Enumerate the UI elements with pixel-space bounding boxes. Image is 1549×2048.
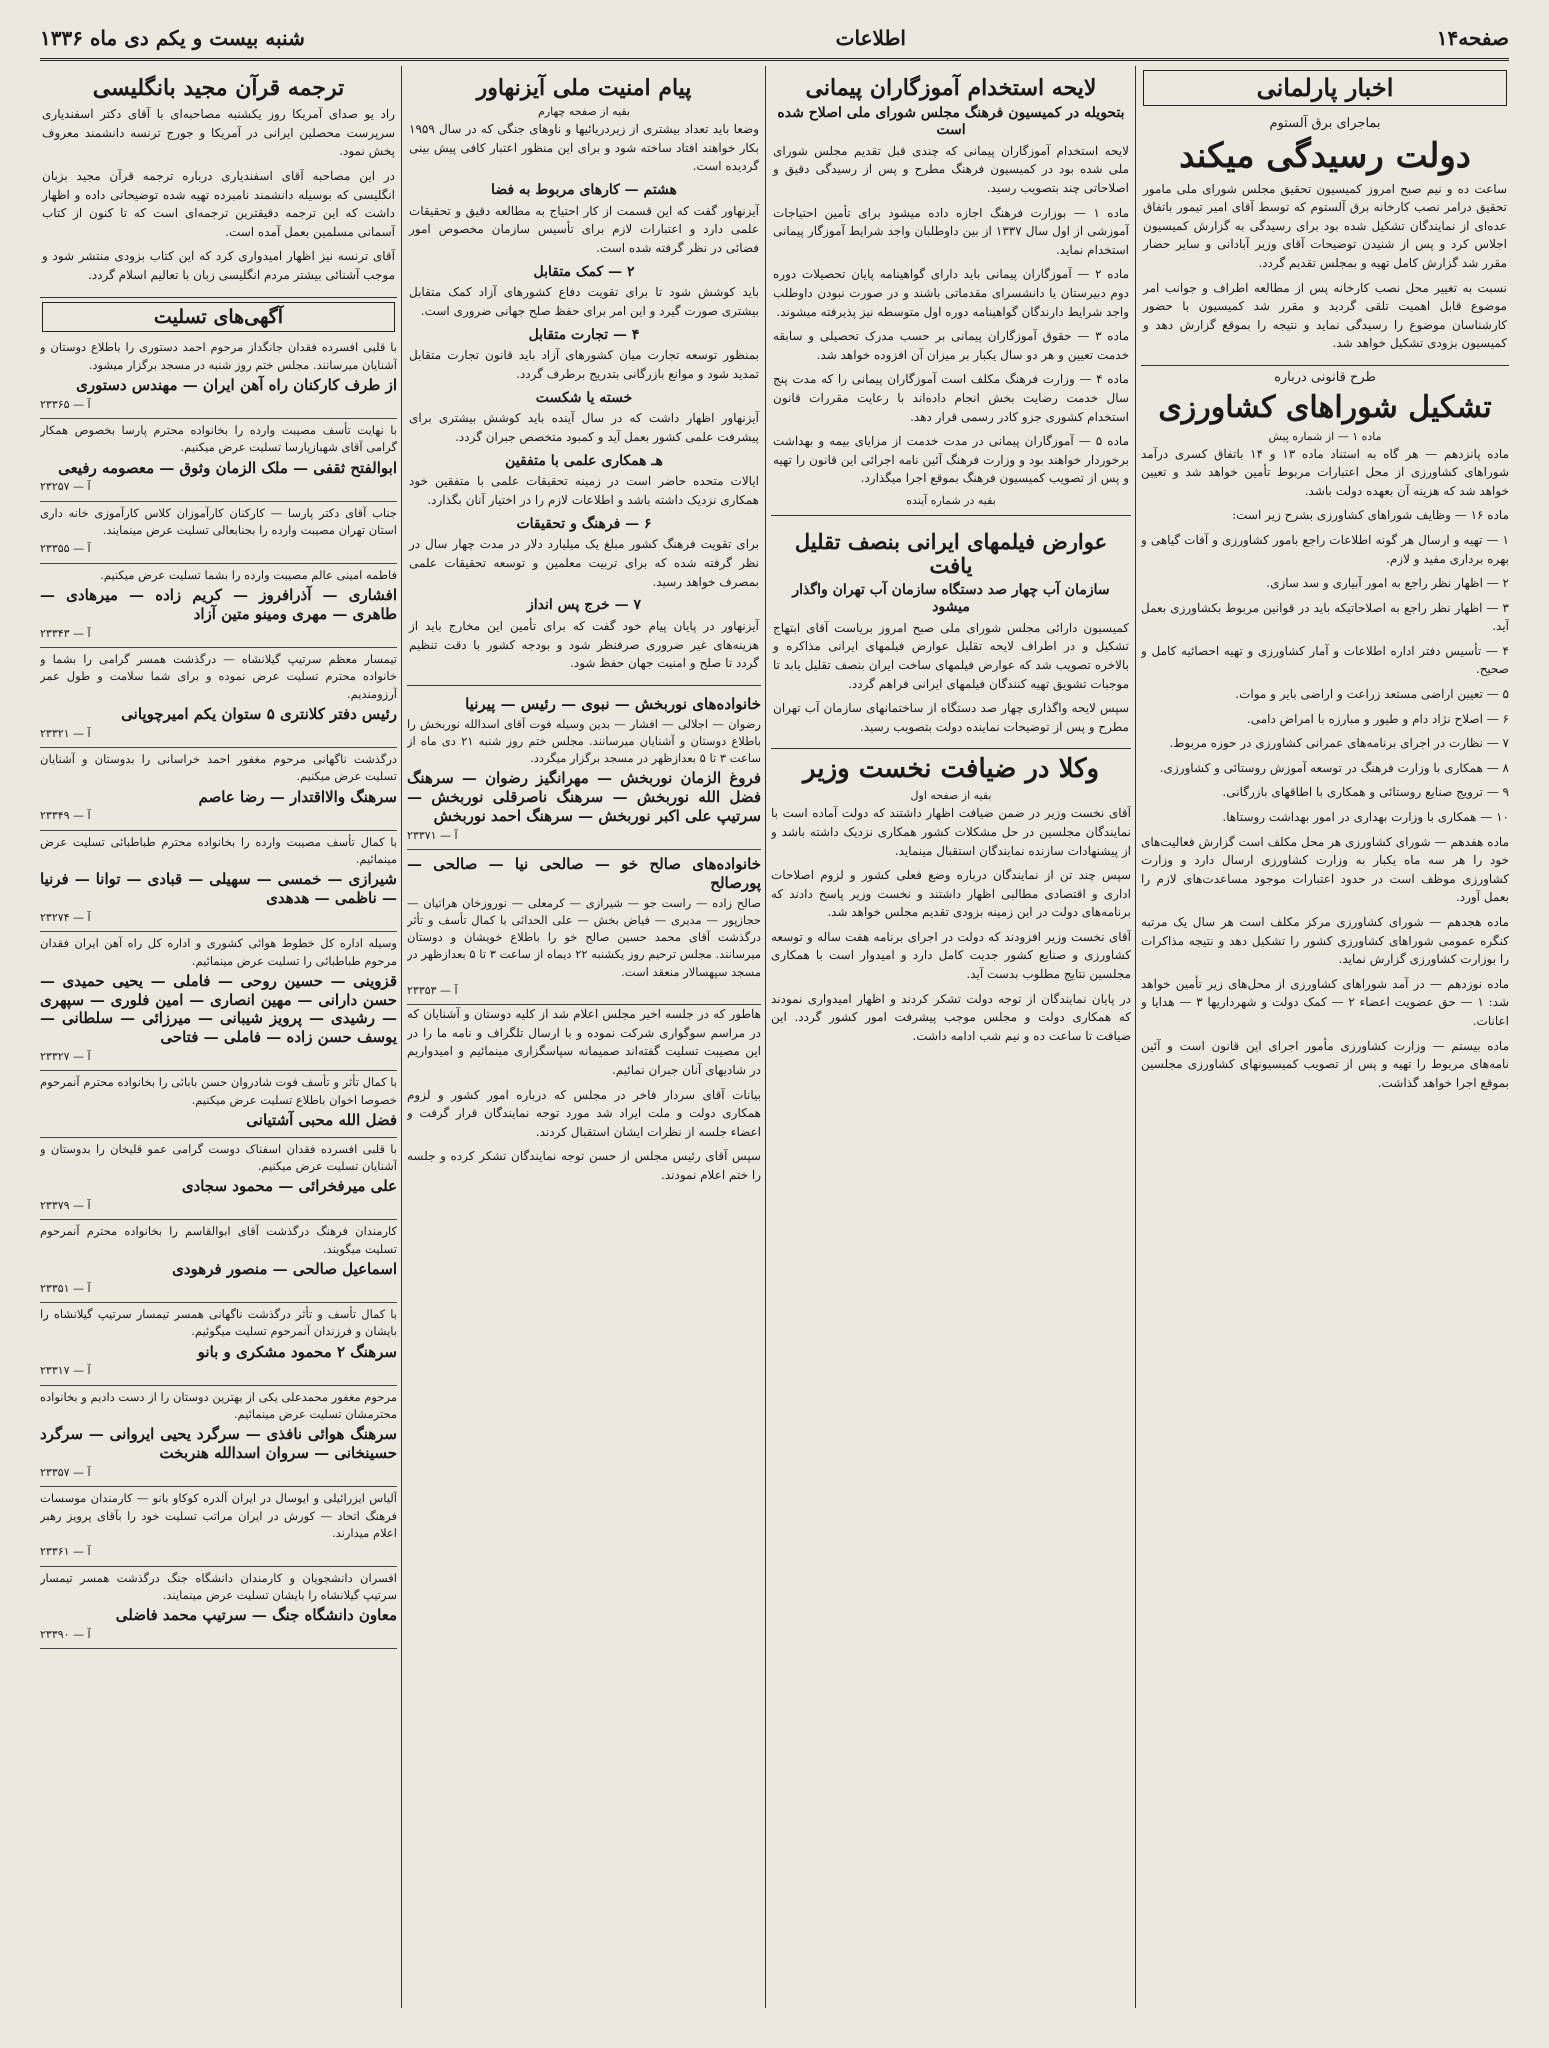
section-title: اخبار پارلمانی	[1143, 70, 1507, 106]
section-subheading: هـ همکاری علمی با متفقین	[505, 452, 663, 469]
list-item: ۷ — نظارت در اجرای برنامه‌های عمرانی کشاورزی در حوزه مربوط.	[1169, 736, 1509, 751]
article-paragraph: سپس چند تن از نمایندگان درباره وضع فعلی کشور و لزوم اصلاحات اداری و اقتصادی مطالبی اظهار داشتند و نخست وزیر پاسخ دادند که برنامه‌های دولت در این زمینه بزودی تقدیم مجلس خواهد شد.	[771, 868, 1131, 920]
list-item: ۲ — اظهار نظر راجع به امور آبیاری و سد سازی.	[1266, 576, 1509, 591]
notice-text: وسیله اداره کل خطوط هوائی کشوری و اداره کل راه آهن ایران فقدان مرحوم طباطبائی را تسلیت عرض مینمائیم.	[40, 936, 397, 968]
article-paragraph: باید کوشش شود تا برای تقویت دفاع کشورهای آزاد کمک متقابل بیشتری صورت گیرد و این امر برای حفظ صلح جهانی ضروری است.	[409, 285, 759, 319]
condolence-notice	[40, 1071, 397, 1137]
column-rule	[765, 66, 766, 2008]
article-paragraph: سپس آقای رئیس مجلس از حسن توجه نمایندگان تشکر کرده و جلسه را ختم اعلام نمودند.	[407, 1149, 761, 1182]
notice-code: آ — ۲۳۳۴۳	[40, 626, 91, 640]
condolence-notice	[40, 1138, 397, 1221]
notice-signature: از طرف کارکنان راه آهن ایران — مهندس دستوری	[76, 375, 397, 394]
notice-text: با کمال تأثر و تأسف فوت شادروان حسن بابائی را بخانواده محترم آنمرحوم خصوصا اخوان باطلاع تسلیت عرض میکنیم.	[40, 1075, 397, 1107]
notice-text: با کمال تأسف مصیبت وارده را بخانواده محترم طباطبائی تسلیت عرض مینمائیم.	[40, 834, 397, 867]
article-headline: ترجمه قرآن مجید بانگلیسی	[92, 75, 345, 101]
notice-text: افسران دانشجویان و کارمندان دانشگاه جنگ درگذشت همسر تیمسار سرتیپ گیلانشاه را بایشان تسلیت عرض مینمایند.	[40, 1570, 397, 1602]
list-item: ۹ — ترویج صنایع روستائی و همکاری با اطاقهای بازرگانی.	[1222, 785, 1509, 800]
column-parliament	[1141, 66, 1509, 2008]
notice-code: آ — ۲۳۲۵۷	[40, 480, 91, 494]
article-paragraph: کمیسیون دارائی مجلس شورای ملی صبح امروز بریاست آقای ابتهاج تشکیل و در اطراف لایحه تقلیل عوارض فیلمهای ایرانی مذاکره و بالاخره تصویب شد که عوارض فیلمهای ساخت ایران بنصف تقلیل یابد تا موجبات تشویق تهیه کنندگان فیلمهای ایرانی فراهم گردد.	[773, 620, 1129, 691]
notice-text: با قلبی افسرده فقدان اسفناک دوست گرامی عمو قلیخان را بدوستان و آشنایان تسلیت عرض میکنیم.	[40, 1141, 397, 1173]
section-subheading: ۴ — تجارت متقابل	[528, 326, 640, 343]
article-headline: تشکیل شوراهای کشاورزی	[1158, 390, 1492, 426]
condolence-list	[40, 336, 397, 1649]
article-kicker: بماجرای برق آلستوم	[1269, 115, 1381, 131]
article-paragraph: لایحه استخدام آموزگاران پیمانی که چندی قبل تقدیم مجلس شورای ملی شده بود در کمیسیون فرهنگ مطرح و پس از رسیدگی دقیق و اصلاحاتی چند بتصویب رسید.	[773, 143, 1129, 196]
column-condolences	[40, 66, 397, 2008]
column-education	[771, 66, 1131, 2008]
list-item: ۱ — تهیه و ارسال هر گونه اطلاعات راجع بامور کشاورزی و آفات گیاهی و بهره برداری مفید و لازم.	[1141, 532, 1509, 566]
article-headline: دولت رسیدگی میکند	[1179, 135, 1471, 176]
section-subheading: هشتم — کارهای مربوط به فضا	[491, 182, 677, 199]
issue-date: شنبه بیست و یکم دی ماه ۱۳۳۶	[40, 26, 305, 50]
notice-text: فاطمه امینی عالم مصیبت وارده را بشما تسلیت عرض میکنیم.	[100, 567, 397, 582]
condolence-notice	[40, 748, 397, 831]
notice-title: خانواده‌های صالح خو — صالحی نیا — صالحی — پورصالح	[407, 855, 761, 892]
article-quran-translation	[40, 66, 397, 298]
article-headline: لایحه استخدام آموزگاران پیمانی	[805, 75, 1097, 101]
article-paragraph: ماده پانزدهم — هر گاه به استناد ماده ۱۳ و ۱۴ باتفاق کسری درآمد شوراهای کشاورزی از محل اعتبارات مربوط تأمین خواهد شد و تعیین خواهد شد که هزینه آن بعهده دولت باشد.	[1141, 446, 1509, 498]
notice-code: آ — ۲۳۳۷۹	[40, 1198, 91, 1212]
notice-code: آ — ۲۳۳۵۱	[40, 1281, 91, 1295]
condolence-notice	[40, 831, 397, 933]
notice-signature: رئیس دفتر کلانتری ۵ ستوان یکم امیرچوپانی	[121, 704, 397, 723]
notice-code: آ — ۲۳۳۶۵	[40, 397, 91, 411]
article-pm-banquet	[771, 755, 1131, 1045]
condolence-notice	[407, 850, 761, 1005]
article-kicker: طرح قانونی درباره	[1274, 370, 1376, 386]
list-item: ۸ — همکاری با وزارت فرهنگ در توسعه آموزش روستائی و کشاورزی.	[1159, 760, 1509, 775]
notice-text: صالح زاده — راست جو — شیرازی — کرمعلی — نوروزخان هراتیان — حجازپور — مدیری — فیاض بخش — علی الحدائی با کمال تأسف و تأثر درگذشت آقای محمد حسین صالح خو را باطلاع خویشان و دوستان میرسانند. مجلس ترحیم روز یکشنبه ۲۲ دیماه از ساعت ۳ تا ۵ بعدازظهر در مسجد سپهسالار منعقد است.	[407, 895, 761, 979]
notice-code: آ — ۲۳۳۶۱	[40, 1545, 91, 1559]
article-continuation	[407, 1005, 761, 1184]
notice-text: جناب آقای دکتر پارسا — کارکنان کارآموزان کلاس کارآموزی خانه داری استان تهران مصیبت وارده را بجنابعالی تسلیت عرض مینمایند.	[40, 505, 397, 538]
article-intro: ماده ۱ — از شماره پیش	[1268, 429, 1382, 443]
continuation-note: بقیه در شماره آینده	[906, 493, 996, 507]
notice-code: آ — ۲۳۳۲۷	[40, 1049, 91, 1063]
notice-text: درگذشت ناگهانی مرحوم مغفور احمد خراسانی را بدوستان و آشنایان تسلیت عرض میکنیم.	[40, 752, 397, 784]
condolence-notice	[40, 336, 397, 419]
list-item: ۶ — اصلاح نژاد دام و طیور و مبارزه با امراض دامی.	[1246, 711, 1509, 726]
condolence-notice	[40, 1487, 397, 1566]
notice-text: با کمال تأسف و تأثر درگذشت ناگهانی همسر تیمسار سرتیپ گیلانشاه را بایشان و فرزندان آنمرحوم تسلیت میگوئیم.	[40, 1307, 397, 1339]
article-teachers-bill	[771, 66, 1131, 516]
notice-text: با نهایت تأسف مصیبت وارده را بخانواده محترم پارسا بخصوص همکار گرامی آقای شهبازپارسا تسلیت عرض میکنیم.	[40, 423, 397, 455]
notice-code: آ — ۲۳۳۵۷	[40, 1465, 91, 1479]
article-paragraph: برای تقویت فرهنگ کشور مبلغ یک میلیارد دلار در مدت چهار سال در نظر گرفته شده که برای تربیت معلمین و توسعه تحقیقات علمی بمصرف خواهد رسید.	[409, 537, 759, 589]
article-paragraph: ماده بیستم — وزارت کشاورزی مأمور اجرای این قانون است و آئین نامه‌های مربوط را تهیه و پس از تصویب کمیسیونهای کشاورزی مجلسین بموقع اجرا خواهد گذاشت.	[1141, 1038, 1509, 1090]
section-subheading: ۷ — خرج پس انداز	[527, 597, 641, 614]
article-headline: پیام امنیت ملی آیزنهاور	[476, 75, 692, 101]
notice-signature: سرهنگ والااقتدار — رضا عاصم	[198, 787, 397, 806]
newspaper-name: اطلاعات	[835, 26, 906, 50]
notice-text: رضوان — اجلالی — افشار — بدین وسیله فوت آقای اسدالله نوربخش را باطلاع دوستان و آشنایان میرسانند. مجلس ختم روز شنبه ۲۱ دی ماه از ساعت ۳ تا ۵ بعدازظهر در مسجد برگزار میگردد.	[407, 716, 761, 765]
article-paragraph: ماده ۳ — حقوق آموزگاران پیمانی بر حسب مدرک تحصیلی و سابقه خدمت تعیین و هر دو سال یکبار بر میزان آن افزوده خواهد شد.	[773, 329, 1130, 362]
article-paragraph: هاطور که در جلسه اخیر مجلس اعلام شد از کلیه دوستان و آشنایان که در مراسم سوگواری شرکت نموده و با ارسال تلگراف و نامه ما را در این مصیبت تسلیت گفته‌اند صمیمانه سپاسگزاری مینمائیم و امیدواریم در شادیهای آنان جبران نمائیم.	[407, 1007, 761, 1078]
article-intro: بقیه از صفحه چهارم	[538, 105, 630, 119]
article-intro: بقیه از صفحه اول	[910, 789, 992, 803]
condolence-notice	[407, 690, 761, 850]
article-paragraph: بمنظور توسعه تجارت میان کشورهای آزاد باید قانون تجارت متقابل تمدید شود و موانع بازرگانی بتدریج برطرف گردد.	[409, 348, 759, 382]
section-title: آگهی‌های تسلیت	[42, 302, 395, 333]
column-rule	[401, 66, 402, 2008]
article-eisenhower-message	[407, 66, 761, 686]
article-paragraph: وضعا باید تعداد بیشتری از زیردریائیها و ناوهای جنگی که در سال ۱۹۵۹ بکار خواهند افتاد ساخته شود و برای این منظور اعتبار کافی پیش بینی گردیده است.	[409, 122, 759, 174]
list-item: ۴ — تأسیس دفتر اداره اطلاعات و آمار کشاورزی و تهیه احصائیه کامل و صحیح.	[1141, 643, 1509, 677]
notice-code: آ — ۲۳۲۷۴	[40, 910, 91, 924]
list-item: ۳ — اظهار نظر راجع به اصلاحاتیکه باید در قوانین مربوط بکشاورزی بعمل آید.	[1141, 600, 1509, 634]
notice-signature: علی میرفخرائی — محمود سجادی	[181, 1177, 397, 1196]
article-paragraph: آیزنهاور در پایان پیام خود گفت که برای تأمین این مخارج باید از هزینه‌های غیر ضروری صرفنظر شود و بودجه کشور با دقت تنظیم گردد تا صلح و امنیت جهان حفظ شود.	[409, 618, 759, 671]
article-paragraph: آقای نخست وزیر در ضمن ضیافت اظهار داشتند که دولت آماده است با نمایندگان مجلسین در حل مشکلات کشور همکاری نزدیک داشته باشد و از پیشنهادات سازنده نمایندگان استقبال مینماید.	[771, 806, 1131, 858]
article-paragraph: آیزنهاور گفت که این قسمت از کار احتیاج به مطالعه دقیق و تحقیقات علمی دارد و اعتبارات لازم برای تأسیس سازمان مخصوص امور فضائی در نظر گرفته شده است.	[409, 203, 759, 256]
notice-text: مرحوم مغفور محمدعلی یکی از بهترین دوستان را از دست دادیم و بخانواده محترمشان تسلیت عرض مینمائیم.	[40, 1389, 397, 1422]
notice-signature: فروغ الزمان نوربخش — مهرانگیز رضوان — سرهنگ فضل الله نوربخش — سرهنگ ناصرقلی نوربخش — سرتیپ علی اکبر نوربخش — سرهنگ احمد نوربخش	[407, 769, 761, 825]
article-paragraph: نسبت به تغییر محل نصب کارخانه پس از مطالعه اطراف و جوانب امر موضوع قابل اهمیت تلقی گردید و مقرر شد کمیسیون با حضور کارشناسان موضوع را رسیدگی نماید و نتیجه را بموقع گزارش دهد و کمیسیون بزودی تشکیل خواهد شد.	[1143, 280, 1507, 351]
column-eisenhower	[407, 66, 761, 2008]
section-subheading: ۶ — فرهنگ و تحقیقات	[516, 515, 652, 532]
notice-signature: افشاری — آذرافروز — کریم زاده — میرهادی — طاهری — مهری ومینو متین آزاد	[40, 586, 397, 623]
article-paragraph: در پایان نمایندگان از توجه دولت تشکر کردند و اظهار امیدواری نمودند که همکاری دولت و مجلس موجب پیشرفت امور کشور گردد. این ضیافت تا ساعت ده و نیم شب ادامه داشت.	[771, 991, 1131, 1043]
article-headline: عوارض فیلمهای ایرانی بنصف تقلیل یافت	[794, 528, 1108, 579]
notice-signature: اسماعیل صالحی — منصور فرهودی	[172, 1259, 397, 1278]
page-number: صفحه۱۴	[1436, 26, 1509, 50]
article-paragraph: ساعت ده و نیم صبح امروز کمیسیون تحقیق مجلس شورای ملی مامور تحقیق درامر نصب کارخانه برق آلستوم که توسط آقای امیر تیمور باتفاق عده‌ای از نمایندگان تشکیل شده بود برای رسیدگی به گزارش کمیسیون اجلاس کرد و پس از شنیدن توضیحات آقای وزیر آبادانی و سایر حضار مقرر شد گزارش کامل تهیه و بمجلس تقدیم گردد.	[1143, 181, 1507, 271]
article-paragraph: ماده ۱۶ — وظایف شوراهای کشاورزی بشرح زیر است:	[1232, 508, 1509, 523]
article-paragraph: آقای نخست وزیر افزودند که دولت در اجرای برنامه هفت ساله و توسعه کشاورزی و صنایع کشور جدیت کامل دارد و امیدوار است با همکاری مجلسین نتایج مطلوب بدست آید.	[771, 929, 1131, 982]
notice-title: خانواده‌های نوربخش — نبوی — رئیس — پیرنیا	[465, 694, 761, 713]
notice-signature: سرهنگ ۲ محمود مشکری و بانو	[197, 1342, 397, 1361]
notice-text: آلیاس ایزرائیلی و ایوسال در ایران آلدره کوکاو بانو — کارمندان موسسات فرهنگ اتحاد — کورش در ایران مراتب تسلیت خود را بآقای پرویز رهبر اعلام میدارند.	[40, 1491, 397, 1540]
notice-text: کارمندان فرهنگ درگذشت آقای ابوالقاسم را بخانواده محترم آنمرحوم تسلیت میگویند.	[40, 1224, 397, 1256]
notice-code: آ — ۲۳۳۱۷	[40, 1364, 91, 1378]
condolence-notice	[40, 1220, 397, 1303]
condolence-notice	[40, 502, 397, 564]
condolence-notice	[40, 648, 397, 748]
notice-signature: سرهنگ هوائی نافذی — سرگرد یحیی ایروانی — سرگرد حسینخانی — سروان اسدالله هنربخت	[40, 1425, 397, 1463]
article-paragraph: ماده هجدهم — شورای کشاورزی مرکز مکلف است هر سال یک مرتبه کنگره عمومی شوراهای کشاورزی کشور را تشکیل دهد و نتیجه مذاکرات را بوزارت کشاورزی گزارش نماید.	[1141, 915, 1509, 967]
notice-code: آ — ۲۳۳۵۳	[407, 983, 458, 997]
condolence-notice	[40, 1567, 397, 1650]
condolence-notice	[40, 932, 397, 1071]
section-subheading: ۲ — کمک متقابل	[533, 263, 635, 280]
article-paragraph: راد یو صدای آمریکا روز یکشنبه مصاحبه‌ای با آقای دکتر اسفندیاری سرپرست محصلین ایرانی در آمریکا و جورج ترنسه دانشمند معروف پخش نمود.	[42, 107, 395, 159]
article-paragraph: سپس لایحه واگذاری چهار صد دستگاه از ساختمانهای سازمان آب تهران مطرح و پس از توضیحات نماینده دولت بتصویب رسید.	[773, 701, 1129, 734]
notice-signature: قزوینی — حسین روحی — فاملی — یحیی حمیدی — حسن دارانی — مهین انصاری — امین فلوری — سپهری — رشیدی — پرویز شیبانی — میرزائی — سلطانی — یوسف حسن زاده — فاملی — فتاحی	[40, 971, 397, 1047]
condolence-notice	[40, 1303, 397, 1386]
list-item: ۱۰ — همکاری با وزارت بهداری در امور بهداشت روستاها.	[1222, 810, 1509, 825]
article-headline: وکلا در ضیافت نخست وزیر	[802, 754, 1100, 785]
article-paragraph: ماده ۲ — آموزگاران پیمانی باید دارای گواهینامه پایان تحصیلات دوره دوم دبیرستان یا دانشسرای مقدماتی باشند و در صورت نبودن داوطلب واجد شرایط دارندگان گواهینامه دوره اول متوسطه نیز پذیرفته میشوند.	[773, 267, 1130, 319]
notice-code: آ — ۲۳۳۵۵	[40, 542, 91, 556]
list-item: ۵ — تعیین اراضی مستعد زراعت و اراضی بایر و موات.	[1235, 687, 1509, 702]
article-paragraph: ماده نوزدهم — در آمد شوراهای کشاورزی از محل‌های زیر تأمین خواهد شد: ۱ — حق عضویت اعضاء ۲ — کمک دولت و شهرداریها ۳ — هدایا و اعانات.	[1141, 976, 1509, 1028]
article-paragraph: ماده هفدهم — شورای کشاورزی هر محل مکلف است گزارش فعالیت‌های خود را هر سه ماه یکبار به وزارت کشاورزی ارسال دارد و وزارت کشاورزی موظف است در حدود اعتبارات موجود مساعدت‌های لازم را بعمل آورد.	[1141, 834, 1509, 905]
condolence-notice	[40, 564, 397, 648]
notice-code: آ — ۲۳۳۷۱	[407, 828, 458, 842]
section-subheading: خسته یا شکست	[535, 389, 633, 406]
article-paragraph: آقای ترنسه نیز اظهار امیدواری کرد که این کتاب بزودی منتشر شود و موجب آشنائی بیشتر مردم انگلیسی زبان با تعالیم اسلام گردد.	[42, 249, 395, 283]
notice-signature: شیرازی — خمسی — سهیلی — قبادی — توانا — فرنیا — ناظمی — هدهدی	[40, 870, 397, 908]
notice-text: تیمسار معظم سرتیپ گیلانشاه — درگذشت همسر گرامی را بشما و خانواده محترم تسلیت عرض نموده و برای شما سلامت و طول عمر آرزومندیم.	[40, 652, 397, 701]
notice-code: آ — ۲۳۳۹۰	[40, 1627, 91, 1641]
notice-code: آ — ۲۳۳۴۹	[40, 809, 91, 823]
article-subheadline: سازمان آب چهار صد دستگاه سازمان آب تهران واگذار میشود	[792, 582, 1110, 616]
notice-signature: ابوالفتح ثقفی — ملک الزمان وثوق — معصومه رفیعی	[58, 458, 397, 477]
notice-signature: معاون دانشگاه جنگ — سرتیپ محمد فاضلی	[115, 1606, 397, 1625]
article-paragraph: آیزنهاور اظهار داشت که در سال آینده باید کوشش بیشتری برای پیشرفت علمی کشور بعمل آید و کمبود متخصص جبران گردد.	[409, 411, 759, 445]
condolence-notice	[40, 419, 397, 502]
article-film-duties	[771, 520, 1131, 749]
article-paragraph: ماده ۱ — بوزارت فرهنگ اجازه داده میشود برای تأمین احتیاجات آموزشی از اول سال ۱۳۳۷ از بین داوطلبان واجد شرایط آموزگار پیمانی استخدام نماید.	[773, 205, 1129, 257]
article-paragraph: ماده ۴ — وزارت فرهنگ مکلف است آموزگاران پیمانی را که مدت پنج سال خدمت رضایت بخش انجام داده‌اند با رعایت مقررات قانون استخدام کشوری جزو کادر رسمی قرار دهد.	[773, 372, 1129, 424]
page-header	[40, 18, 1509, 61]
notice-signature: فضل الله محبی آشتیانی	[246, 1110, 397, 1129]
article-alstom	[1141, 110, 1509, 366]
notice-code: آ — ۲۳۳۲۱	[40, 726, 91, 740]
article-agricultural-councils	[1141, 370, 1509, 1092]
article-paragraph: در این مصاحبه آقای اسفندیاری درباره ترجمه قرآن مجید بزبان انگلیسی که بوسیله دانشمند نامبرده تهیه شده توضیحاتی داده و اظهار داشت که این ترجمه دقیقترین ترجمه‌ای است که تا کنون از کتاب آسمانی مسلمین بعمل آمده است.	[42, 169, 395, 239]
condolence-notice	[40, 1386, 397, 1488]
notice-text: با قلبی افسرده فقدان جانگداز مرحوم احمد دستوری را باطلاع دوستان و آشنایان میرسانند. مجلس ختم روز شنبه در مسجد برگزار میشود.	[40, 340, 397, 372]
article-paragraph: بیانات آقای سردار فاخر در مجلس که درباره امور کشور و لزوم همکاری دولت و ملت ایراد شد مورد توجه نمایندگان قرار گرفت و اعضاء جلسه از نظرات ایشان استقبال کردند.	[407, 1087, 761, 1139]
article-subheadline: بتحویله در کمیسیون فرهنگ مجلس شورای ملی اصلاح شده است	[777, 105, 1125, 139]
column-rule	[1135, 66, 1136, 2008]
article-paragraph: ماده ۵ — آموزگاران پیمانی در مدت خدمت از مزایای بیمه و بهداشت برخوردار خواهند بود و وزارت فرهنگ آئین نامه اجرائی این قانون را تهیه و پس از تصویب کمیسیون فرهنگ بموقع اجرا میگذارد.	[773, 434, 1129, 486]
article-paragraph: ایالات متحده حاضر است در زمینه تحقیقات علمی با متفقین خود همکاری نزدیک داشته باشد و اطلاعات لازم را در اختیار آنان بگذارد.	[409, 474, 759, 507]
